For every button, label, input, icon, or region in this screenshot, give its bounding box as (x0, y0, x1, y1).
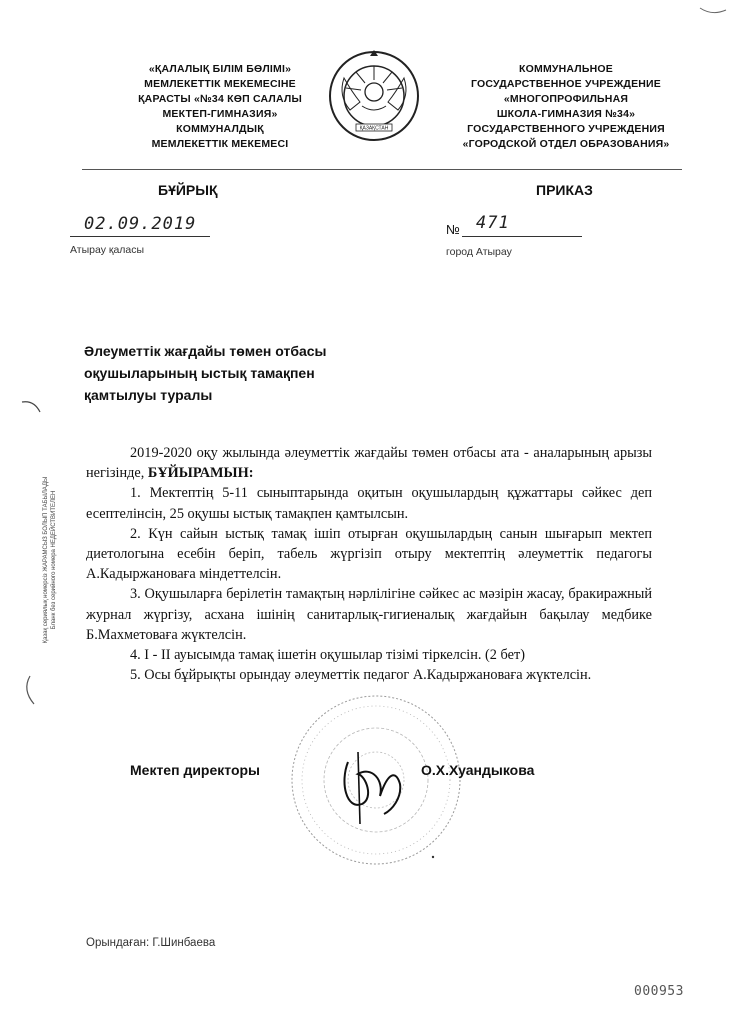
body-item: 1. Мектептің 5-11 сыныптарында оқитын оқушылардың құжаттары сәйкес деп есептелінсін, 25 оқушы ыстық тамақпен қамтылсын. (86, 485, 652, 522)
order-title-kz: БҰЙРЫҚ (158, 182, 218, 198)
body-item: 3. Оқушыларға берілетін тамақтың нәрлілігіне сәйкес ас мәзірін жасау, бракиражный журнал жүргізу, асхана ішінің санитарлық-гигиеналық жағдайын бақылау медбике Б.Махметоваға жүктелсін. (86, 586, 652, 643)
body-item: 4. I - II ауысымда тамақ ішетін оқушылар тізімі тіркелсін. (2 бет) (130, 647, 525, 664)
header-right-line: «МНОГОПРОФИЛЬНАЯ (503, 93, 629, 105)
header-right-line: «ГОРОДСКОЙ ОТДЕЛ ОБРАЗОВАНИЯ» (462, 138, 670, 150)
header-right-line: КОММУНАЛЬНОЕ (519, 63, 613, 75)
body-item: 2. Күн сайын ыстық тамақ ішіп отырған оқушылардың санын шығарып мектеп диетологына есебін беріп, табель жүргізіп отыру мектептің әлеуметтік педагогы А.Кадыржановаға міндеттелсін. (86, 525, 652, 583)
order-number-label: № (446, 222, 460, 237)
header-divider (82, 169, 682, 170)
header-left-line: МЕКТЕП-ГИМНАЗИЯ» (162, 108, 278, 120)
subject-line: оқушыларының ыстық тамақпен (84, 365, 315, 381)
header-right-line: ГОСУДАРСТВЕННОЕ УЧРЕЖДЕНИЕ (470, 78, 662, 90)
body-item: 5. Осы бұйрықты орындау әлеуметтік педагог А.Кадыржановаға жүктелсін. (130, 667, 592, 684)
date-underline (70, 236, 210, 237)
margin-vertical-note (42, 330, 58, 790)
header-left-line: КОММУНАЛДЫҚ (176, 123, 264, 135)
signature-scribble (344, 762, 400, 814)
order-title-ru: ПРИКАЗ (536, 182, 593, 198)
margin-note-line: Бланк без серийного номера НЕДЕЙСТВИТЕЛЕН (51, 490, 57, 630)
order-number: 471 (476, 213, 510, 233)
place-kz: Атырау қаласы (70, 244, 145, 256)
number-underline (462, 236, 582, 237)
round-seal-stamp (288, 692, 464, 868)
header-left-line: ҚАРАСТЫ «№34 КӨП САЛАЛЫ (138, 93, 302, 105)
order-date: 02.09.2019 (84, 214, 197, 234)
header-left-line: «ҚАЛАЛЫҚ БІЛІМ БӨЛІМІ» (148, 63, 292, 75)
body-intro-bold: БҰЙЫРАМЫН: (147, 465, 254, 482)
emblem-banner-text: ҚАЗАҚСТАН (359, 125, 389, 132)
margin-note-line: Қазақ сериялық номерсіз ЖАРАМСЫЗ БОЛЫП ТАБЫЛАДЫ (43, 476, 49, 644)
header-right-line: ШКОЛА-ГИМНАЗИЯ №34» (496, 108, 636, 120)
serial-number: 000953 (634, 984, 684, 999)
header-right-line: ГОСУДАРСТВЕННОГО УЧРЕЖДЕНИЯ (467, 123, 665, 135)
subject-line: қамтылуы туралы (84, 387, 213, 403)
order-body (86, 443, 652, 685)
kazakhstan-state-emblem-icon (326, 48, 422, 144)
header-left-block (110, 62, 330, 152)
body-intro-text: 2019-2020 оқу жылында әлеуметтік жағдайы төмен отбасы ата - аналарының арызы негізінде, (86, 445, 652, 482)
header-right-block (446, 62, 686, 152)
subject-line: Әлеуметтік жағдайы төмен отбасы (84, 343, 327, 359)
header-left-line: МЕМЛЕКЕТТІК МЕКЕМЕСІ (151, 138, 289, 150)
signatory-role: Мектеп директоры (130, 762, 261, 778)
signatory-name: О.Х.Хуандыкова (421, 762, 535, 778)
header-left-line: МЕМЛЕКЕТТІК МЕКЕМЕСІНЕ (144, 78, 296, 90)
executor-line: Орындаған: Г.Шинбаева (86, 937, 216, 949)
order-subject (84, 340, 414, 406)
place-ru: город Атырау (446, 246, 512, 258)
body-intro (86, 443, 652, 483)
